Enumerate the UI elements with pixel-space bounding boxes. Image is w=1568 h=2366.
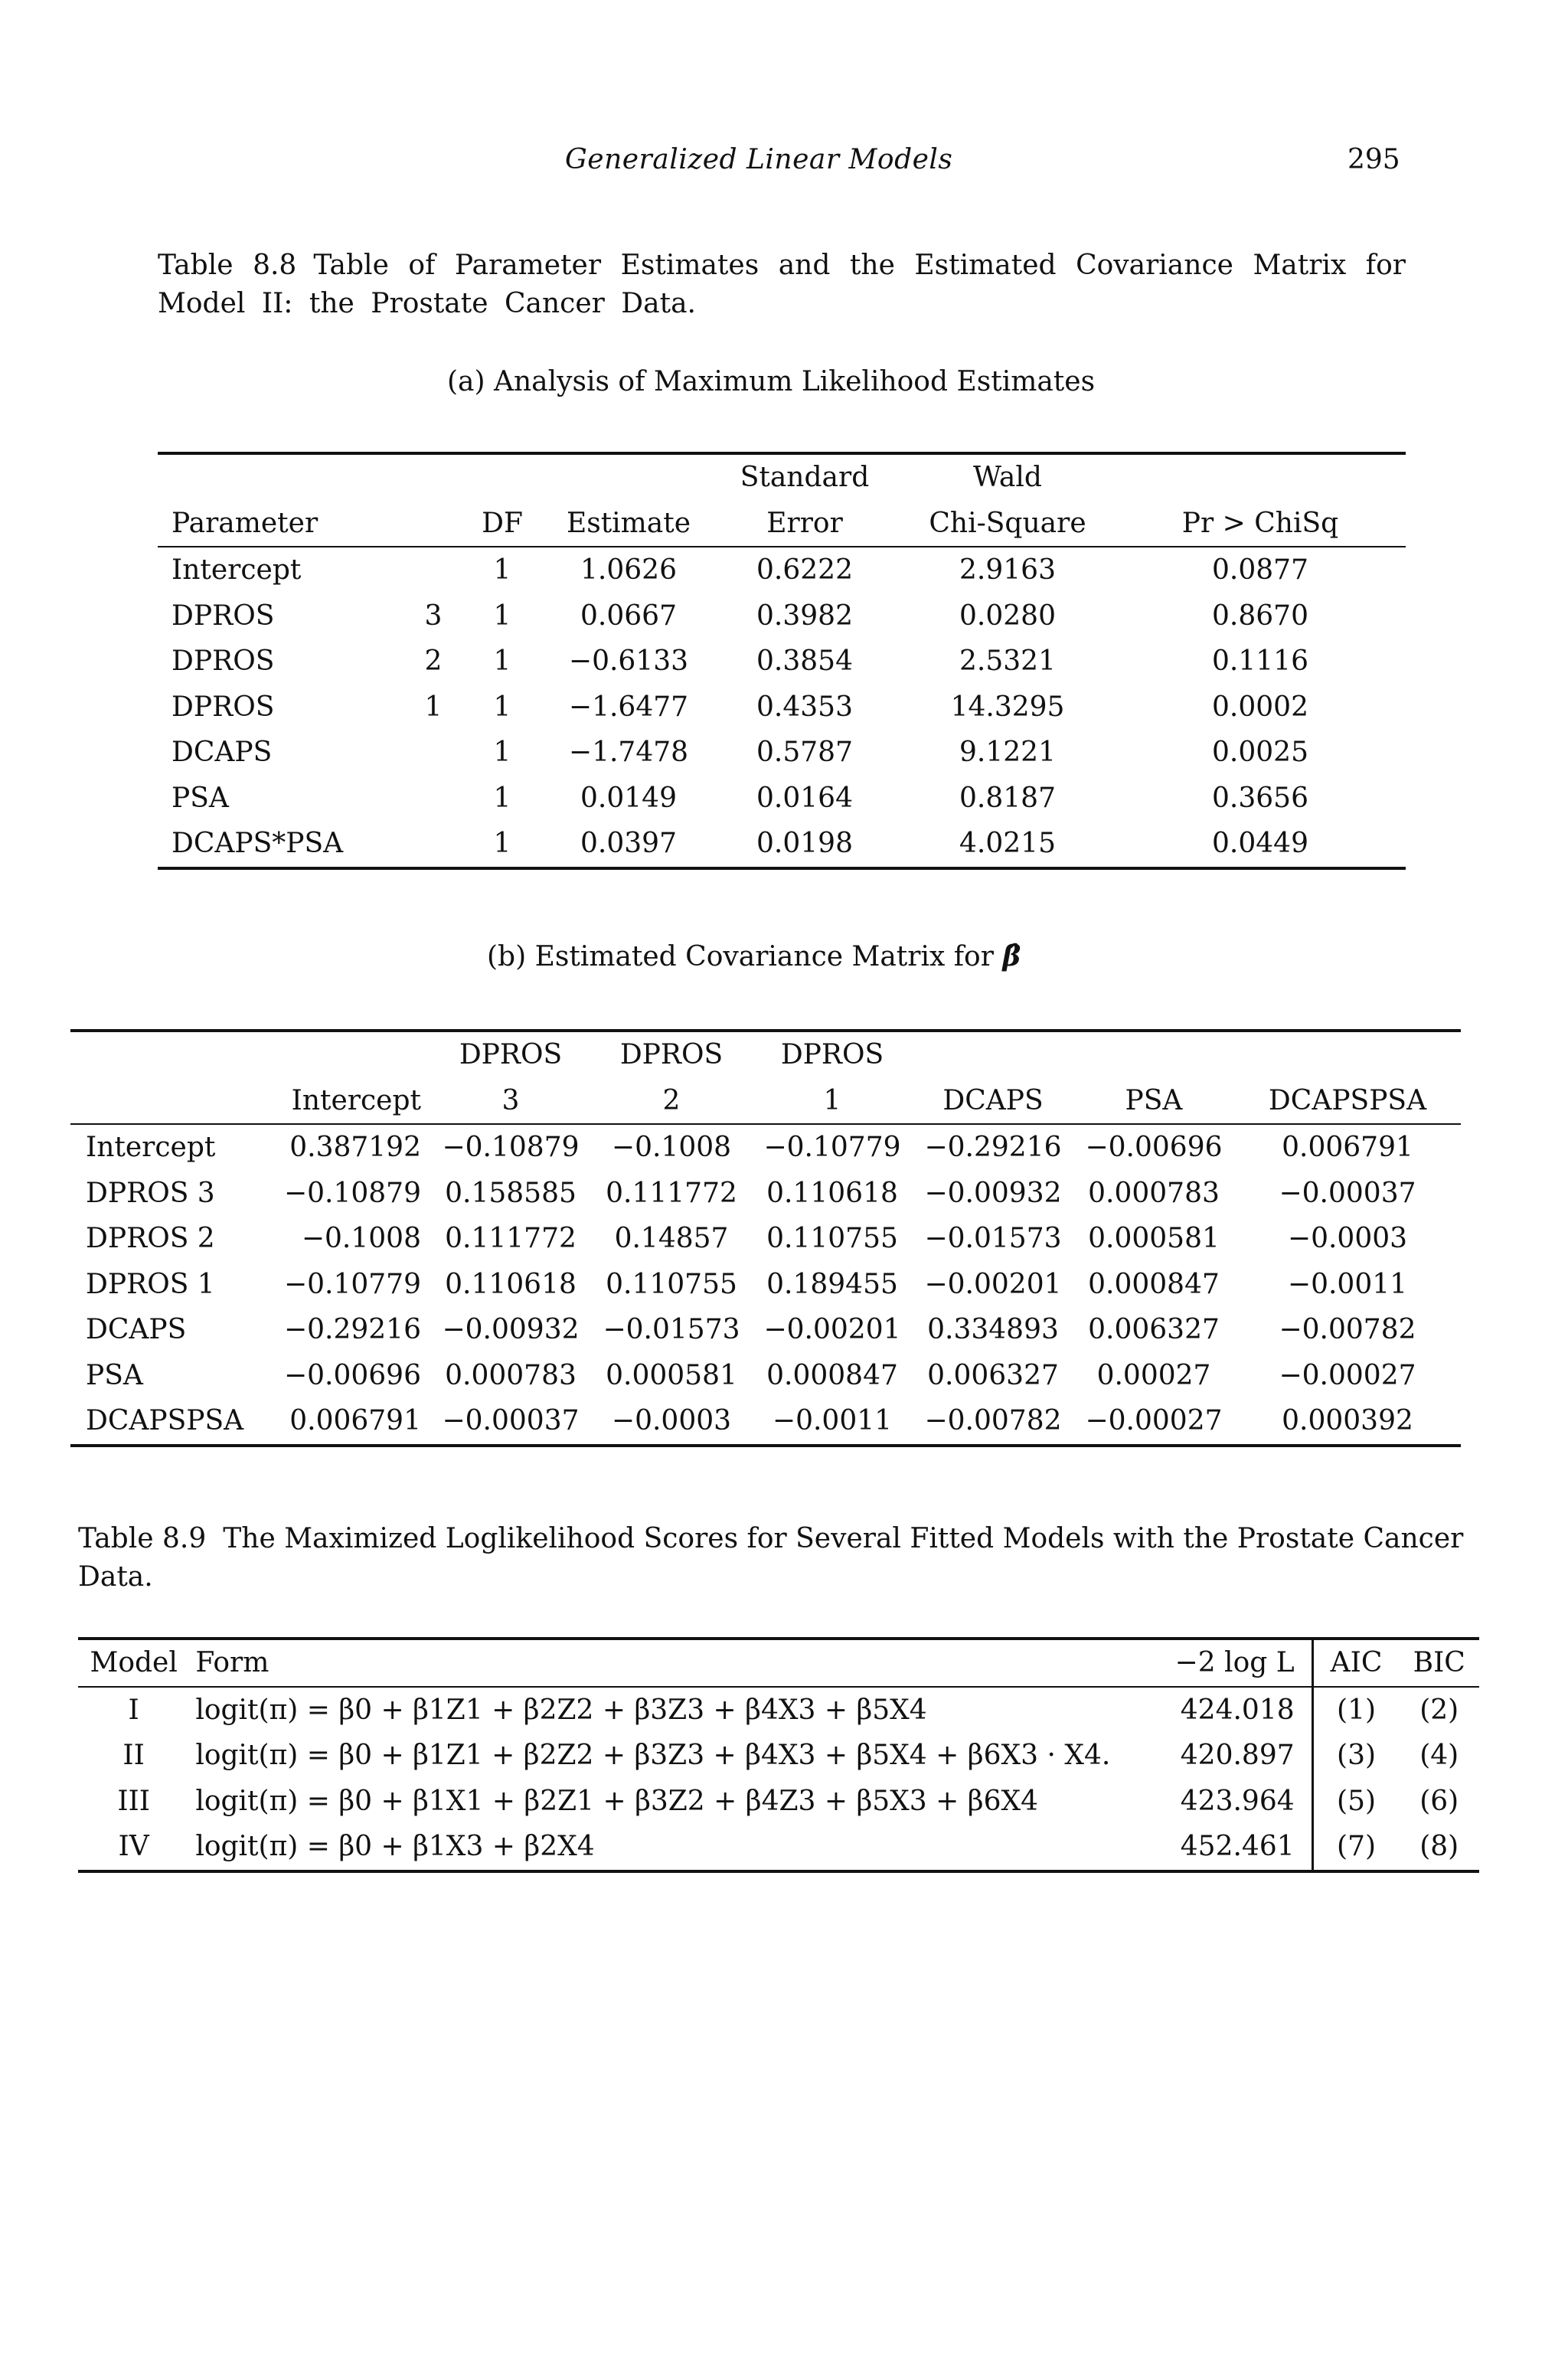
level-cell: 3 — [424, 600, 443, 632]
wald-chisq-cell: 4.0215 — [959, 828, 1056, 860]
covariance-col-header-line2: DCAPS — [942, 1084, 1044, 1116]
estimate-cell: −0.6133 — [568, 645, 689, 678]
estimate-cell: −1.7478 — [568, 737, 689, 769]
loglikelihood-row — [78, 1687, 1479, 1734]
covariance-col-header-line2: 3 — [501, 1084, 520, 1116]
covariance-col-header-line2 — [70, 1078, 262, 1125]
parameter-cell: Intercept — [172, 554, 302, 587]
covariance-cell: 0.189455 — [766, 1268, 898, 1300]
bic-cell: (6) — [1419, 1785, 1459, 1817]
std-error-cell: 0.0164 — [756, 782, 853, 814]
page-number: 295 — [1348, 144, 1400, 175]
covariance-cell: −0.0003 — [611, 1405, 732, 1437]
covariance-cell: 0.334893 — [927, 1314, 1059, 1346]
estimates-row — [158, 639, 1406, 685]
table-8-8-label: Table 8.8 — [158, 250, 297, 281]
bic-cell: (4) — [1419, 1740, 1459, 1772]
loglikelihood-header-row — [78, 1639, 1479, 1687]
covariance-row-label: DCAPS — [86, 1314, 187, 1346]
covariance-row-label: DPROS 1 — [86, 1268, 215, 1300]
estimate-cell: 0.0397 — [580, 828, 677, 860]
covariance-col-header-line1 — [1073, 1031, 1234, 1078]
covariance-cell: −0.00037 — [442, 1405, 580, 1437]
level-cell — [410, 776, 456, 822]
df-header: DF — [482, 507, 523, 539]
wald-chisq-cell: 9.1221 — [959, 737, 1056, 769]
pr-chisq-cell: 0.8670 — [1212, 600, 1308, 632]
covariance-row-label: DCAPSPSA — [86, 1405, 244, 1437]
covariance-header-row-2 — [70, 1078, 1461, 1125]
level-cell: 1 — [424, 691, 443, 723]
covariance-row — [70, 1124, 1461, 1171]
model-cell: I — [128, 1694, 139, 1726]
form-cell: logit(π) = β0 + β1X3 + β2X4 — [195, 1831, 595, 1863]
model-cell: IV — [118, 1831, 149, 1863]
covariance-header-row-1 — [70, 1031, 1461, 1078]
subtable-a-title: (a) Analysis of Maximum Likelihood Estimates — [447, 366, 1096, 397]
covariance-cell: 0.000847 — [1088, 1268, 1220, 1300]
covariance-cell: −0.01573 — [924, 1223, 1062, 1255]
form-header: Form — [195, 1647, 270, 1679]
covariance-cell: −0.00027 — [1279, 1359, 1416, 1391]
parameter-cell: PSA — [172, 782, 229, 814]
covariance-cell: 0.000847 — [766, 1359, 898, 1391]
covariance-cell: −0.1008 — [611, 1132, 732, 1164]
aic-cell: (1) — [1337, 1694, 1377, 1726]
estimates-row — [158, 547, 1406, 593]
covariance-cell: 0.006791 — [1282, 1132, 1413, 1164]
covariance-cell: 0.158585 — [445, 1177, 577, 1209]
covariance-row — [70, 1216, 1461, 1262]
pr-chisq-header: Pr > ChiSq — [1181, 507, 1339, 539]
covariance-cell: 0.006327 — [1088, 1314, 1220, 1346]
wald-chisq-cell: 0.0280 — [959, 600, 1056, 632]
covariance-cell: −0.0003 — [1287, 1223, 1408, 1255]
estimates-row — [158, 821, 1406, 868]
pr-chisq-cell: 0.0025 — [1212, 737, 1308, 769]
table-8-9-caption — [78, 1520, 1479, 1596]
pr-chisq-cell: 0.0877 — [1212, 554, 1308, 587]
df-cell: 1 — [493, 691, 511, 723]
bic-cell: (8) — [1419, 1831, 1459, 1863]
parameter-header: Parameter — [172, 507, 318, 539]
covariance-cell: 0.110755 — [766, 1223, 898, 1255]
model-cell: III — [117, 1785, 150, 1817]
form-cell: logit(π) = β0 + β1X1 + β2Z1 + β3Z2 + β4Z3 + β5X3 + β6X4 — [195, 1785, 1039, 1817]
covariance-col-header-line1 — [913, 1031, 1073, 1078]
table-8-9-label: Table 8.9 — [78, 1523, 207, 1554]
covariance-cell: −0.0011 — [1287, 1268, 1408, 1300]
pr-chisq-cell: 0.3656 — [1212, 782, 1308, 814]
form-cell: logit(π) = β0 + β1Z1 + β2Z2 + β3Z3 + β4X3 + β5X4 — [195, 1694, 927, 1726]
covariance-col-header-line1: DPROS — [619, 1039, 724, 1071]
covariance-cell: 0.387192 — [289, 1132, 421, 1164]
covariance-cell: 0.000581 — [1088, 1223, 1220, 1255]
covariance-cell: −0.00782 — [1279, 1314, 1416, 1346]
neg2logl-cell: 424.018 — [1175, 1687, 1313, 1734]
estimate-cell: 0.0149 — [580, 782, 677, 814]
estimates-row — [158, 730, 1406, 776]
covariance-col-header-line1: DPROS — [780, 1039, 884, 1071]
neg2logl-cell: 423.964 — [1175, 1779, 1313, 1825]
covariance-cell: −0.00027 — [1085, 1405, 1223, 1437]
std-error-cell: 0.6222 — [756, 554, 853, 587]
subtable-b-title-text: (b) Estimated Covariance Matrix for — [487, 941, 994, 972]
covariance-cell: 0.110755 — [606, 1268, 737, 1300]
df-cell: 1 — [493, 600, 511, 632]
covariance-cell: −0.00782 — [924, 1405, 1062, 1437]
covariance-col-header-line1 — [1234, 1031, 1461, 1078]
covariance-col-header-line2: 1 — [823, 1084, 841, 1116]
beta-hat-symbol: β̂ — [1002, 940, 1021, 972]
loglikelihood-table — [78, 1637, 1479, 1873]
pr-chisq-cell: 0.1116 — [1212, 645, 1308, 678]
neg2logl-header: −2 log L — [1175, 1639, 1313, 1687]
covariance-col-header-line2: Intercept — [291, 1084, 421, 1116]
covariance-cell: 0.000581 — [606, 1359, 737, 1391]
covariance-col-header-line2: 2 — [662, 1084, 681, 1116]
covariance-cell: −0.0011 — [772, 1405, 893, 1437]
covariance-row — [70, 1398, 1461, 1446]
parameter-cell: DPROS — [172, 600, 275, 632]
covariance-col-header-line2: DCAPSPSA — [1268, 1084, 1427, 1116]
level-cell — [410, 547, 456, 593]
covariance-row-label: Intercept — [86, 1132, 216, 1164]
covariance-row — [70, 1171, 1461, 1217]
covariance-row — [70, 1353, 1461, 1399]
covariance-row — [70, 1307, 1461, 1353]
loglikelihood-row — [78, 1733, 1479, 1779]
form-cell: logit(π) = β0 + β1Z1 + β2Z2 + β3Z3 + β4X3 + β5X4 + β6X3 · X4. — [195, 1740, 1111, 1772]
aic-cell: (3) — [1337, 1740, 1377, 1772]
covariance-cell: −0.10779 — [283, 1268, 421, 1300]
std-error-cell: 0.0198 — [756, 828, 853, 860]
bic-header: BIC — [1413, 1647, 1465, 1679]
covariance-cell: −0.00201 — [763, 1314, 901, 1346]
covariance-cell: 0.006791 — [289, 1405, 421, 1437]
model-cell: II — [122, 1740, 145, 1772]
covariance-cell: 0.00027 — [1096, 1359, 1211, 1391]
covariance-cell: 0.110618 — [766, 1177, 898, 1209]
wald-header-line2: Chi-Square — [929, 507, 1086, 539]
covariance-row-label: DPROS 2 — [86, 1223, 215, 1255]
level-cell: 2 — [424, 645, 443, 678]
estimates-table — [158, 452, 1406, 870]
df-cell: 1 — [493, 554, 511, 587]
loglikelihood-row — [78, 1824, 1479, 1871]
covariance-cell: 0.111772 — [445, 1223, 577, 1255]
level-cell — [410, 821, 456, 868]
bic-cell: (2) — [1419, 1694, 1459, 1726]
covariance-cell: 0.14857 — [614, 1223, 729, 1255]
df-cell: 1 — [493, 645, 511, 678]
covariance-cell: −0.29216 — [283, 1314, 421, 1346]
wald-chisq-cell: 14.3295 — [950, 691, 1065, 723]
parameter-cell: DCAPS — [172, 737, 273, 769]
pr-chisq-cell: 0.0449 — [1212, 828, 1308, 860]
neg2logl-cell: 452.461 — [1175, 1824, 1313, 1871]
covariance-cell: 0.006327 — [927, 1359, 1059, 1391]
covariance-col-header-line1: DPROS — [459, 1039, 563, 1071]
std-error-header-line2: Error — [766, 507, 843, 539]
covariance-row-label: DPROS 3 — [86, 1177, 215, 1209]
covariance-col-header-line1 — [262, 1031, 430, 1078]
covariance-cell: −0.10779 — [763, 1132, 901, 1164]
parameter-cell: DPROS — [172, 691, 275, 723]
parameter-cell: DCAPS*PSA — [172, 828, 344, 860]
wald-chisq-cell: 2.9163 — [959, 554, 1056, 587]
estimates-row — [158, 776, 1406, 822]
estimates-row — [158, 685, 1406, 730]
covariance-cell: 0.000783 — [445, 1359, 577, 1391]
loglikelihood-row — [78, 1779, 1479, 1825]
covariance-cell: −0.00037 — [1279, 1177, 1416, 1209]
estimate-cell: 0.0667 — [580, 600, 677, 632]
std-error-cell: 0.4353 — [756, 691, 853, 723]
std-error-cell: 0.3854 — [756, 645, 853, 678]
wald-chisq-cell: 2.5321 — [959, 645, 1056, 678]
estimates-row — [158, 593, 1406, 639]
covariance-cell: 0.111772 — [606, 1177, 737, 1209]
parameter-cell: DPROS — [172, 645, 275, 678]
covariance-cell: −0.01573 — [603, 1314, 740, 1346]
aic-cell: (5) — [1337, 1785, 1377, 1817]
covariance-cell: 0.000392 — [1282, 1405, 1413, 1437]
table-8-9-caption-text: The Maximized Loglikelihood Scores for Several Fitted Models with the Prostate Cancer Data. — [78, 1523, 1464, 1593]
covariance-cell: −0.00932 — [924, 1177, 1062, 1209]
pr-chisq-cell: 0.0002 — [1212, 691, 1308, 723]
covariance-col-header-line2: PSA — [1125, 1084, 1183, 1116]
table-8-8-caption — [158, 247, 1406, 323]
covariance-cell: 0.110618 — [445, 1268, 577, 1300]
covariance-cell: −0.1008 — [301, 1223, 421, 1255]
estimate-cell: −1.6477 — [568, 691, 689, 723]
table-8-8-caption-text: Table of Parameter Estimates and the Estimated Covariance Matrix for Model II: the Prostate Cancer Data. — [158, 250, 1406, 319]
level-cell — [410, 730, 456, 776]
neg2logl-cell: 420.897 — [1175, 1733, 1313, 1779]
covariance-row-label: PSA — [86, 1359, 143, 1391]
covariance-cell: −0.00696 — [283, 1359, 421, 1391]
covariance-cell: −0.00932 — [442, 1314, 580, 1346]
estimates-header-row-2 — [158, 501, 1406, 547]
std-error-cell: 0.5787 — [756, 737, 853, 769]
estimate-cell: 1.0626 — [580, 554, 677, 587]
wald-chisq-cell: 0.8187 — [959, 782, 1056, 814]
std-error-cell: 0.3982 — [756, 600, 853, 632]
model-header: Model — [90, 1647, 178, 1679]
covariance-cell: −0.00201 — [924, 1268, 1062, 1300]
covariance-row — [70, 1262, 1461, 1308]
running-header-title: Generalized Linear Models — [565, 144, 953, 175]
covariance-cell: −0.10879 — [442, 1132, 580, 1164]
covariance-cell: −0.29216 — [924, 1132, 1062, 1164]
df-cell: 1 — [493, 782, 511, 814]
aic-cell: (7) — [1337, 1831, 1377, 1863]
df-cell: 1 — [493, 828, 511, 860]
covariance-cell: 0.000783 — [1088, 1177, 1220, 1209]
aic-header: AIC — [1330, 1647, 1383, 1679]
covariance-col-header-line1 — [70, 1031, 262, 1078]
estimate-header: Estimate — [566, 507, 691, 539]
std-error-header-line1: Standard — [740, 462, 870, 494]
subtable-b-title — [487, 940, 1021, 972]
covariance-cell: −0.10879 — [283, 1177, 421, 1209]
estimates-header-row-1 — [158, 453, 1406, 501]
covariance-matrix-table — [70, 1029, 1461, 1447]
wald-header-line1: Wald — [973, 462, 1042, 494]
df-cell: 1 — [493, 737, 511, 769]
covariance-cell: −0.00696 — [1085, 1132, 1223, 1164]
